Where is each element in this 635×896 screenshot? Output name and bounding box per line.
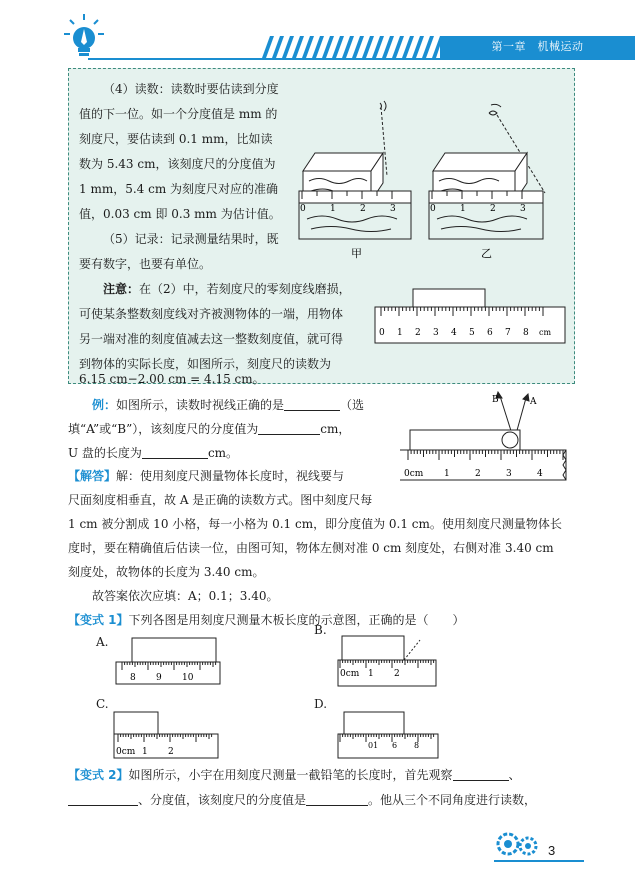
box-text-line: 值，0.03 cm 即 0.3 mm 为估计值。: [79, 207, 281, 221]
option-d-figure: [330, 708, 442, 762]
ruler-tick-label: 0: [300, 204, 306, 214]
ruler-tick-label: 8: [523, 328, 529, 338]
ruler-tick-label: 3: [390, 204, 396, 214]
answer-line: 故答案依次应填：A；0.1；3.40。: [92, 589, 279, 603]
variant2-line: [68, 763, 521, 788]
page-number: 3: [548, 843, 556, 858]
answer-line: 刻度处，故物体的长度为 3.40 cm。: [68, 565, 265, 579]
variant2-line: [68, 788, 536, 813]
worn-ruler-figure: [373, 287, 569, 347]
box-text-line: 到物体的实际长度，如图所示，刻度尺的读数为: [79, 357, 332, 371]
ruler-tick-label: 0: [430, 204, 436, 214]
ruler-tick-label: 1: [142, 747, 148, 757]
ruler-tick-label: 0: [379, 328, 385, 338]
reading-rules-box: [68, 68, 575, 384]
box-text-line: （5）记录：记录测量结果时，既: [103, 232, 279, 246]
ruler-tick-label: 0cm: [404, 469, 424, 479]
ruler-tick-label: 8: [414, 741, 420, 750]
answer-blank[interactable]: [258, 422, 320, 435]
example-line: [68, 441, 238, 466]
ruler-tick-label: 5: [469, 328, 475, 338]
answer-blank[interactable]: [142, 446, 208, 459]
note-text: 在（2）中，若刻度尺的零刻度线磨损，: [139, 282, 351, 296]
ruler-tick-label: 0cm: [340, 669, 360, 679]
ruler-tick-label: 1: [368, 669, 374, 679]
ruler-tick-label: 01: [368, 741, 379, 750]
variant1-label: 【变式 1】: [68, 613, 129, 627]
box-text-line: 要有数字，也要有单位。: [79, 257, 212, 271]
option-c-figure: [110, 708, 222, 762]
answer-blank[interactable]: [68, 793, 138, 806]
box-text-line: 6.15 cm−2.00 cm = 4.15 cm。: [79, 372, 265, 386]
option-b-label[interactable]: B.: [314, 623, 327, 637]
ruler-tick-label: 2: [360, 204, 366, 214]
variant1-text: 下列各图是用刻度尺测量木板长度的示意图，正确的是（ ）: [128, 613, 465, 627]
variant2-text: 如图所示，小宇在用刻度尺测量一截铅笔的长度时，首先观察: [128, 768, 453, 782]
variant2-text: 。他从三个不同角度进行读数，: [368, 793, 537, 807]
usb-ruler-figure: [398, 390, 570, 484]
option-a-figure: [112, 630, 224, 690]
answer-blank[interactable]: [453, 768, 509, 781]
example-line: [92, 393, 364, 418]
example-text: 如图所示，读数时视线正确的是: [116, 398, 285, 412]
box-text-line: 可使某条整数刻度线对齐被测物体的一端，用物体: [79, 307, 344, 321]
answer-line: [68, 464, 344, 489]
gear-icon: [494, 828, 544, 860]
ruler-tick-label: 2: [475, 469, 481, 479]
ruler-tick-label: 9: [156, 673, 162, 683]
ruler-unit: cm: [539, 328, 552, 337]
ruler-tick-label: 1: [460, 204, 466, 214]
box-text-line: 刻度尺，要估读到 0.1 mm，比如读: [79, 132, 273, 146]
ruler-tick-label: 2: [490, 204, 496, 214]
box-text-line: 1 mm，5.4 cm 为刻度尺对应的准确: [79, 182, 279, 196]
example-text: （选: [340, 398, 365, 412]
figure-yi: [427, 81, 557, 261]
page-header: [0, 0, 635, 60]
answer-line: 1 cm 被分割成 10 小格，每一小格为 0.1 cm，即分度值为 0.1 cm。使用刻度尺测量物体长: [68, 517, 562, 531]
variant2-text: 、分度值，该刻度尺的分度值是: [138, 793, 307, 807]
variant2-label: 【变式 2】: [68, 768, 129, 782]
figure-label-yi: 乙: [481, 247, 492, 260]
sightline-label-a: A: [530, 397, 537, 407]
example-text: U 盘的长度为: [68, 446, 142, 460]
figure-jia: [297, 81, 425, 261]
ruler-tick-label: 10: [182, 673, 194, 683]
example-label: 例：: [92, 398, 117, 412]
ruler-tick-label: 6: [392, 741, 398, 750]
note-label: 注意：: [103, 282, 140, 296]
ruler-tick-label: 3: [520, 204, 526, 214]
box-text-line: 数为 5.43 cm，该刻度尺的分度值为: [79, 157, 276, 171]
answer-blank[interactable]: [284, 398, 340, 411]
ruler-tick-label: 3: [506, 469, 512, 479]
ruler-tick-label: 1: [330, 204, 336, 214]
chapter-title: 第一章 机械运动: [491, 41, 584, 53]
option-c-label[interactable]: C.: [96, 697, 109, 711]
option-d-label[interactable]: D.: [314, 697, 328, 711]
answer-blank[interactable]: [306, 793, 368, 806]
option-b-figure: [328, 630, 440, 690]
header-stripes: [262, 36, 442, 58]
option-a-label[interactable]: A.: [96, 635, 109, 649]
box-text-line: （4）读数：读数时要估读到分度: [103, 82, 279, 96]
figure-label-jia: 甲: [351, 247, 362, 260]
ruler-tick-label: 2: [394, 669, 400, 679]
header-rule: [88, 58, 635, 60]
ruler-tick-label: 2: [168, 747, 174, 757]
ruler-tick-label: 4: [537, 469, 543, 479]
example-text: cm，: [320, 422, 351, 436]
answer-label: 【解答】: [68, 469, 117, 483]
note-line: [103, 277, 351, 302]
ruler-tick-label: 1: [444, 469, 450, 479]
ruler-tick-label: 3: [433, 328, 439, 338]
box-text-line: 另一端对准的刻度值减去这一整数刻度值，就可得: [79, 332, 344, 346]
variant2-text: 、: [508, 768, 521, 782]
ruler-tick-label: 0cm: [116, 747, 136, 757]
example-text: 填“A”或“B”），该刻度尺的分度值为: [68, 422, 259, 436]
ruler-tick-label: 4: [451, 328, 457, 338]
answer-text: 解：使用刻度尺测量物体长度时，视线要与: [116, 469, 345, 483]
ruler-tick-label: 1: [397, 328, 403, 338]
example-line: [68, 417, 350, 442]
lightbulb-icon: [62, 12, 106, 60]
ruler-tick-label: 7: [505, 328, 511, 338]
ruler-tick-label: 2: [415, 328, 421, 338]
answer-line: 尺面刻度相垂直，故 A 是正确的读数方式。图中刻度尺每: [68, 493, 373, 507]
sightline-label-b: B: [492, 395, 499, 405]
box-text-line: 值的下一位。如一个分度值是 mm 的: [79, 107, 278, 121]
example-text: cm。: [207, 446, 239, 460]
footer-rule: [494, 860, 584, 862]
answer-line: 度时，要在精确值后估读一位，由图可知，物体左侧对准 0 cm 刻度处，右侧对准 3.40 cm: [68, 541, 554, 555]
ruler-tick-label: 8: [130, 673, 136, 683]
ruler-tick-label: 6: [487, 328, 493, 338]
